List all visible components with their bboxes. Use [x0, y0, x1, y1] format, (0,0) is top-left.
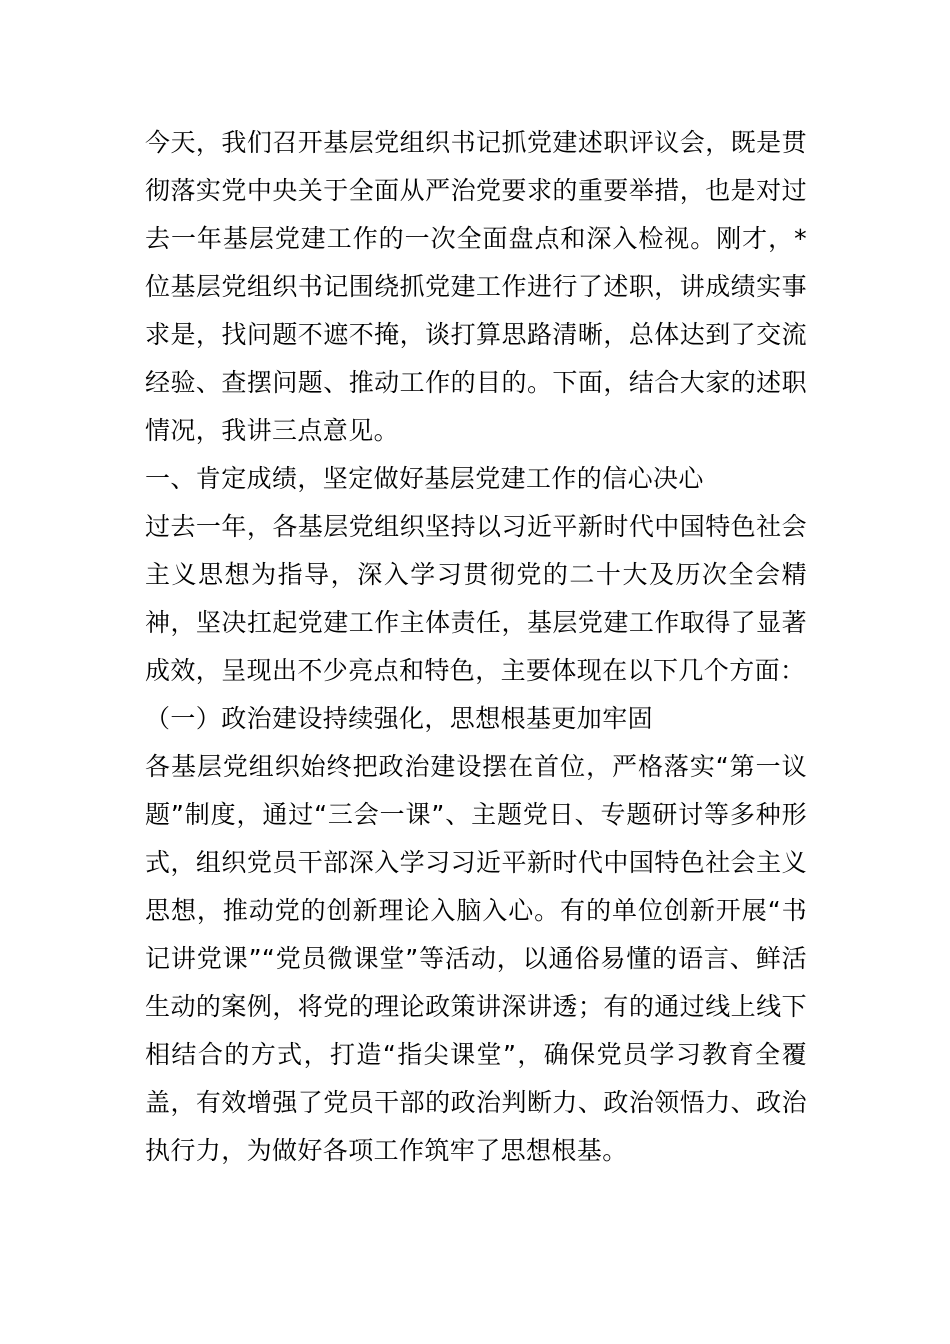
- section-1-paragraph: 过去一年，各基层党组织坚持以习近平新时代中国特色社会主义思想为指导，深入学习贯彻党的二十大及历次全会精神，坚决扛起党建工作主体责任，基层党建工作取得了显著成效，呈现出不少亮点和特色，主要体现在以下几个方面：: [145, 512, 807, 685]
- document-body: [145, 119, 807, 1175]
- subsection-heading-1: （一）政治建设持续强化，思想根基更加牢固: [145, 704, 654, 733]
- subsection-1-paragraph: 各基层党组织始终把政治建设摆在首位，严格落实“第一议题”制度，通过“三会一课”、主题党日、专题研讨等多种形式，组织党员干部深入学习习近平新时代中国特色社会主义思想，推动党的创新理论入脑入心。有的单位创新开展“书记讲党课”“党员微课堂”等活动，以通俗易懂的语言、鲜活生动的案例，将党的理论政策讲深讲透；有的通过线上线下相结合的方式，打造“指尖课堂”，确保党员学习教育全覆盖，有效增强了党员干部的政治判断力、政治领悟力、政治执行力，为做好各项工作筑牢了思想根基。: [145, 752, 807, 1165]
- intro-paragraph: 今天，我们召开基层党组织书记抓党建述职评议会，既是贯彻落实党中央关于全面从严治党要求的重要举措，也是对过去一年基层党建工作的一次全面盘点和深入检视。刚才，* 位基层党组织书记围绕抓党建工作进行了述职，讲成绩实事求是，找问题不遮不掩，谈打算思路清晰，总体达到了交流经验、查摆问题、推动工作的目的。下面，结合大家的述职情况，我讲三点意见。: [145, 128, 807, 445]
- section-heading-1: 一、肯定成绩，坚定做好基层党建工作的信心决心: [145, 464, 704, 493]
